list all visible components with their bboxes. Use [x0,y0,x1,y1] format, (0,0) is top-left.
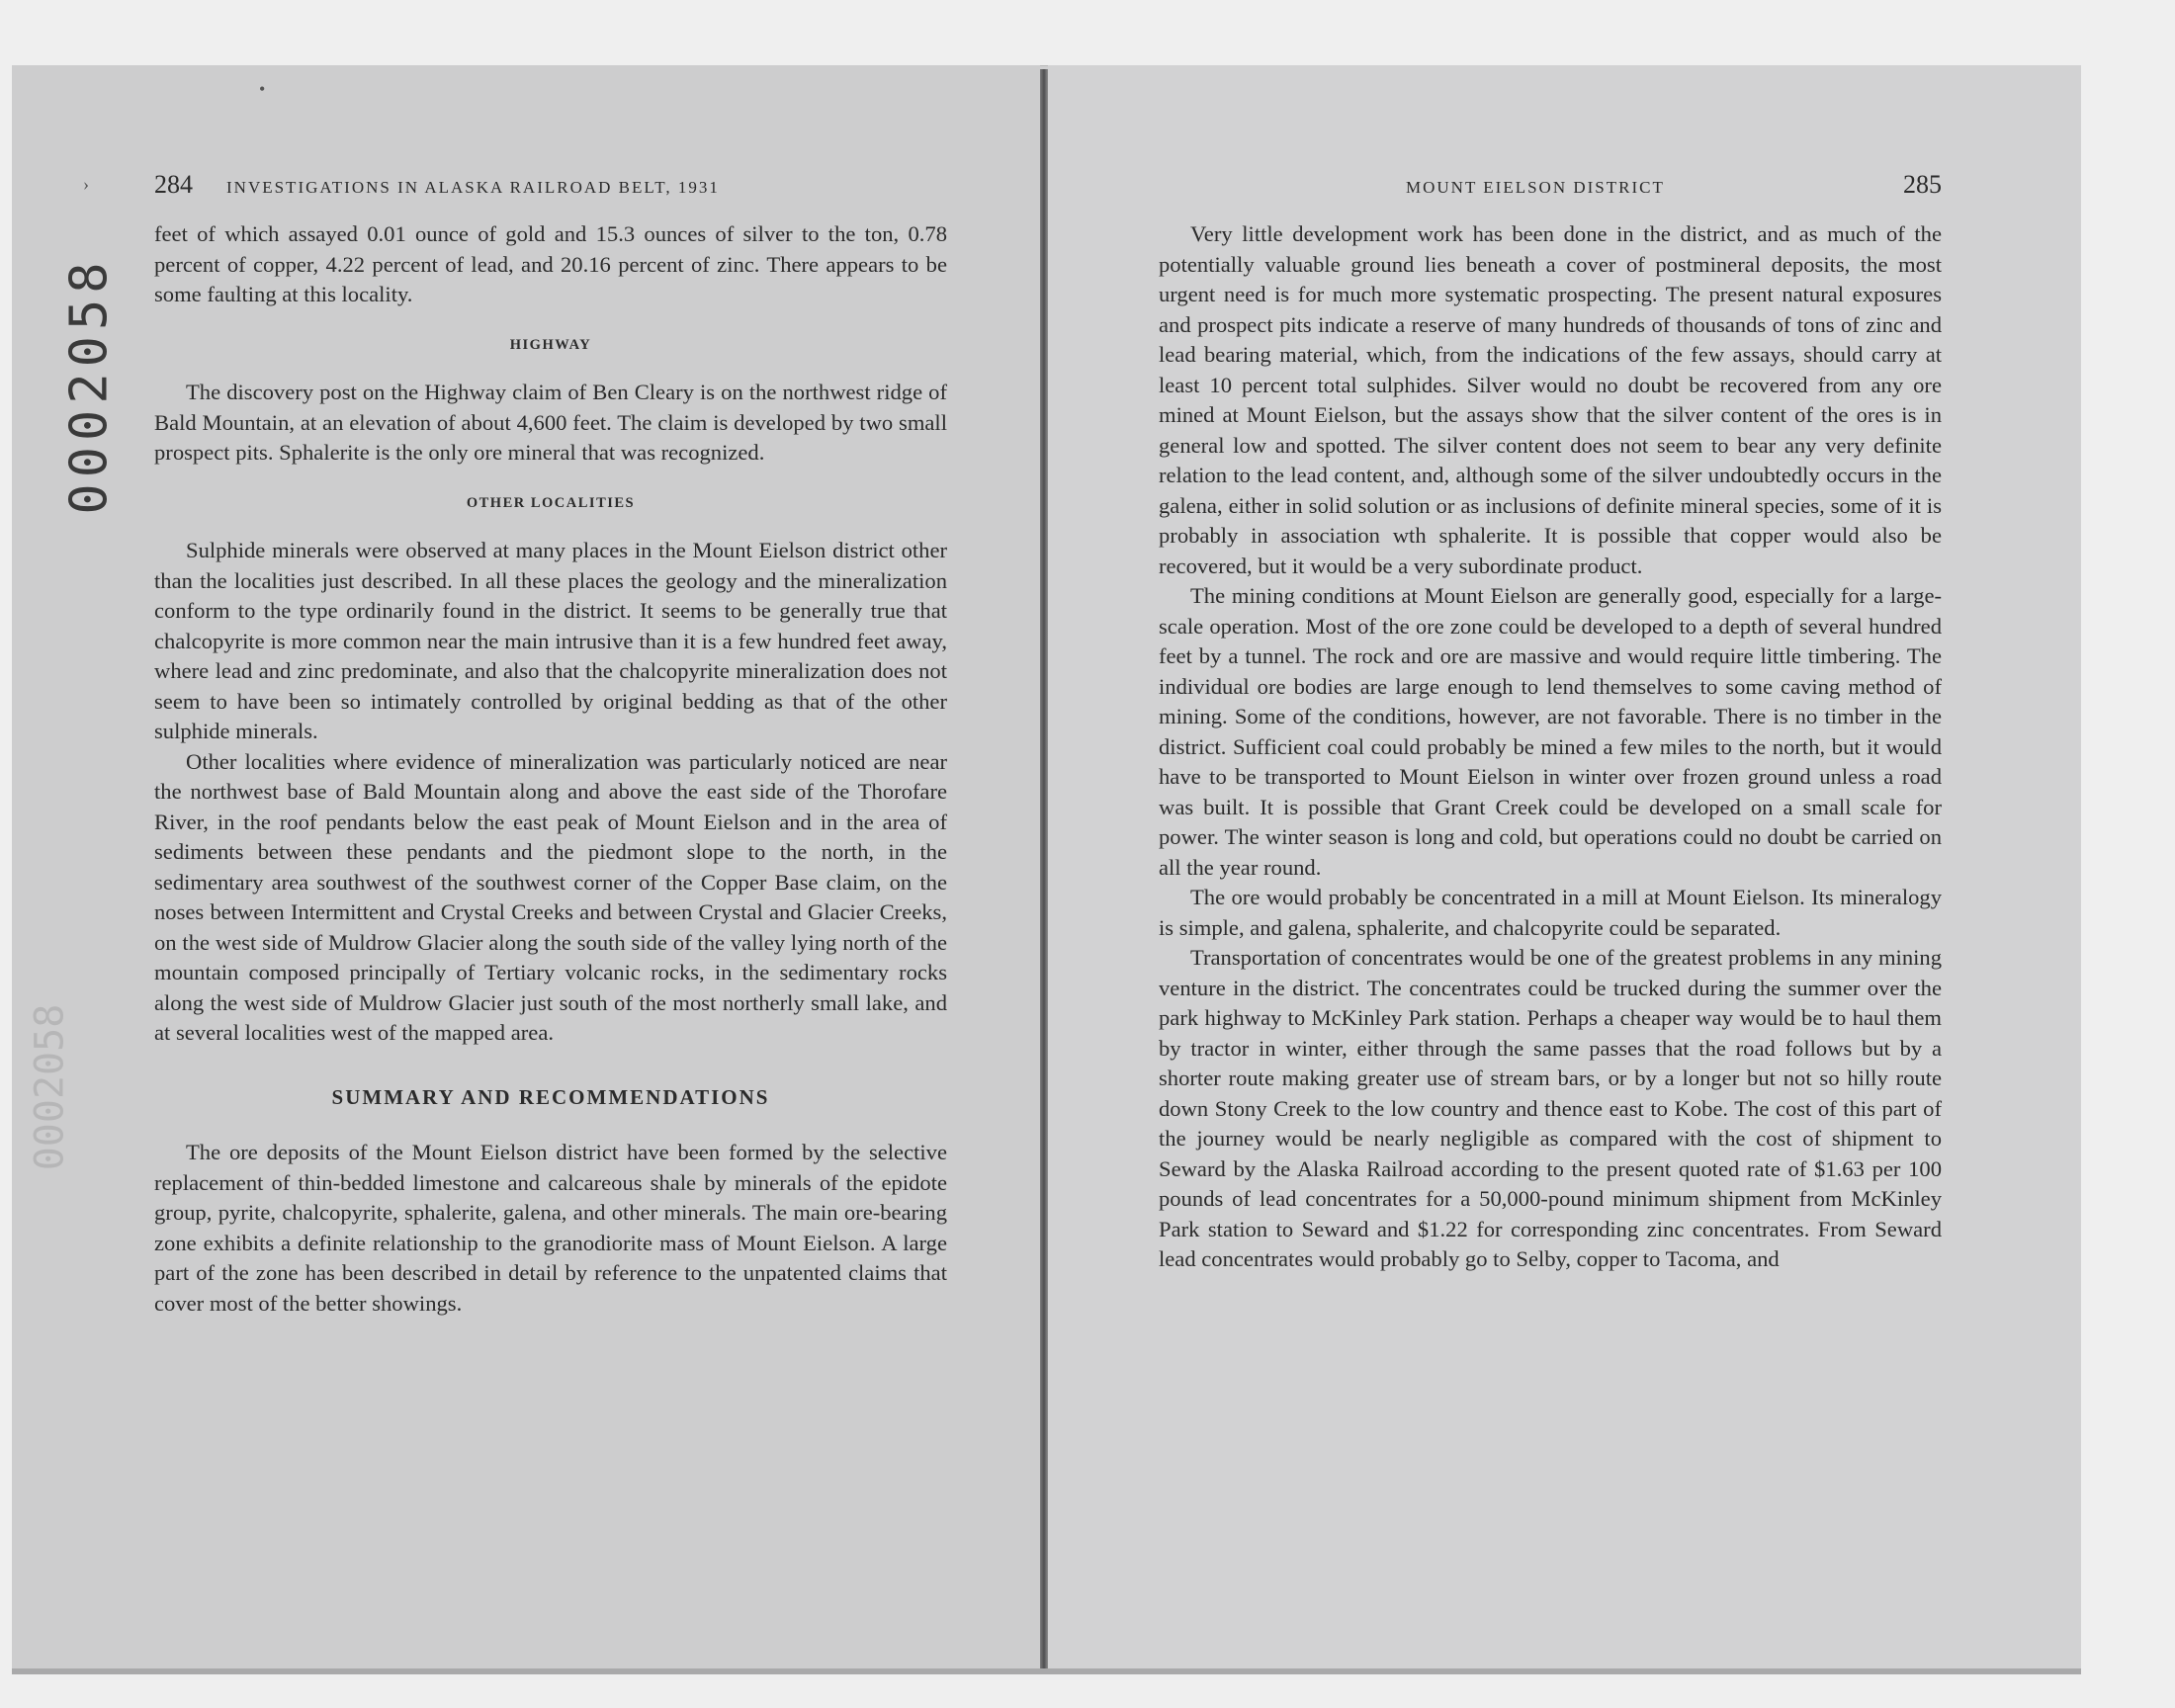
highway-heading: HIGHWAY [509,336,592,353]
book-gutter [1040,69,1048,1671]
right-page-body [1159,219,1942,1275]
concentration-paragraph: The ore would probably be concentrated in a mill at Mount Eielson. Its mineralogy is simple, and galena, sphalerite, and chalcopyrite could be separated. [1159,885,1942,940]
other-localities-paragraph-1: Sulphide minerals were observed at many places in the Mount Eielson district other than the localities just described. In all these places the geology and the mineralization conform to the type ordinarily found in the district. It seems to be generally true that chalcopyrite is more common near the main intrusive than it is a few hundred feet away, where lead and zinc predominate, and also that the chalcopyrite mineralization does not seem to have been so intimately controlled by original bedding as that of the other sulphide minerals. [154,538,947,743]
document-stamp-number [57,257,123,514]
left-running-head: INVESTIGATIONS IN ALASKA RAILROAD BELT, 1931 [226,178,720,197]
other-localities-heading: OTHER LOCALITIES [466,494,636,511]
mining-conditions-paragraph: The mining conditions at Mount Eielson are generally good, especially for a large-scale operation. Most of the ore zone could be developed to a depth of several hundred feet by a tunnel. The rock and ore are massive and would require little timbering. The individual ore bodies are large enough to lend themselves to some caving method of mining. Some of the conditions, however, are not favorable. There is no timber in the district. Sufficient coal could probably be mined a few miles to the north, but it would have to be transported to Mount Eielson in winter over frozen ground unless a road was built. It is possible that Grant Creek could be developed on a small scale for power. The winter season is long and cold, but operations could no doubt be carried on all the year round. [1159,583,1942,880]
opening-paragraph: feet of which assayed 0.01 ounce of gold and 15.3 ounces of silver to the ton, 0.78 percent of copper, 4.22 percent of lead, and 20.16 percent of zinc. There appears to be some faulting at this locality. [154,221,947,306]
bleed-through-stamp-text: 0002058 [27,1003,73,1171]
right-running-head: MOUNT EIELSON DISTRICT [1406,178,1665,197]
summary-paragraph: The ore deposits of the Mount Eielson district have been formed by the selective replacement of thin-bedded limestone and calcareous shale by minerals of the epidote group, pyrite, chalcopyrite, sphalerite, galena, and other minerals. The main ore-bearing zone exhibits a definite relationship to the granodiorite mass of Mount Eielson. A large part of the zone has been described in detail by reference to the unpatented claims that cover most of the better showings. [154,1140,947,1316]
development-paragraph: Very little development work has been done in the district, and as much of the potentially valuable ground lies beneath a cover of postmineral deposits, the most urgent need is for much more systematic prospecting. The present natural exposures and prospect pits indicate a reserve of many hundreds of thousands of tons of zinc and lead bearing material, which, from the indications of the few assays, should carry at least 10 percent total sulphides. Silver would no doubt be recovered from any ore mined at Mount Eielson, but the assays show that the silver content of the ores is in general low and spotted. The silver content does not seem to bear any very definite relation to the lead content, and, although some of the silver undoubtedly occurs in the galena, either in solid solution or as inclusions of definite mineral species, some of it is probably in association wth sphalerite. It is possible that copper would also be recovered, but it would be a very subordinate product. [1159,221,1942,578]
left-page-header [154,170,947,210]
highway-paragraph: The discovery post on the Highway claim of Ben Cleary is on the northwest ridge of Bald Mountain, at an elevation of about 4,600 feet. The claim is developed by two small prospect pits. Sphalerite is the only ore mineral that was recognized. [154,380,947,465]
summary-heading: SUMMARY AND RECOMMENDATIONS [331,1084,770,1109]
margin-mark: › [83,174,89,194]
other-localities-paragraph-2: Other localities where evidence of mineralization was particularly noticed are near the northwest base of Bald Mountain along and above the east side of the Thorofare River, in the roof pendants below the east peak of Mount Eielson and in the area of sediments between these pendants and the piedmont slope to the north, in the sedimentary area southwest of the southwest corner of the Copper Base claim, on the noses between Intermittent and Crystal Creeks and between Crystal and Glacier Creeks, on the west side of Muldrow Glacier along the south side of the valley lying north of the mountain composed principally of Tertiary volcanic rocks, in the sedimentary rocks along the west side of Muldrow Glacier just south of the most northerly small lake, and at several localities west of the mapped area. [154,748,947,1045]
transportation-paragraph: Transportation of concentrates would be one of the greatest problems in any mining venture in the district. The concentrates could be trucked during the summer over the park highway to McKinley Park station. Perhaps a cheaper way would be to haul them by tractor in winter, either through the same passes that the road follows but by a shorter route making greater use of stream bars, or by a longer but not so hilly route down Stony Creek to the low country and thence east to Kobe. The cost of this part of the journey would be nearly negligible as compared with the cost of shipment to Seward by the Alaska Railroad according to the present quoted rate of $1.63 per 100 pounds of lead concentrates for a 50,000-pound minimum shipment from McKinley Park station to Seward and $1.22 for corresponding zinc concentrates. From Seward lead concentrates would probably go to Selby, copper to Tacoma, and [1159,945,1942,1271]
bleed-through-stamp [27,969,73,1206]
stamp-number-text: 0002058 [60,256,120,515]
right-page-number: 285 [1903,170,1942,199]
page-bottom-edge [12,1668,2081,1674]
left-page-body [154,219,947,1319]
right-page-header [1159,170,1942,210]
left-page-number: 284 [154,170,193,199]
speck-mark: • [259,79,266,99]
